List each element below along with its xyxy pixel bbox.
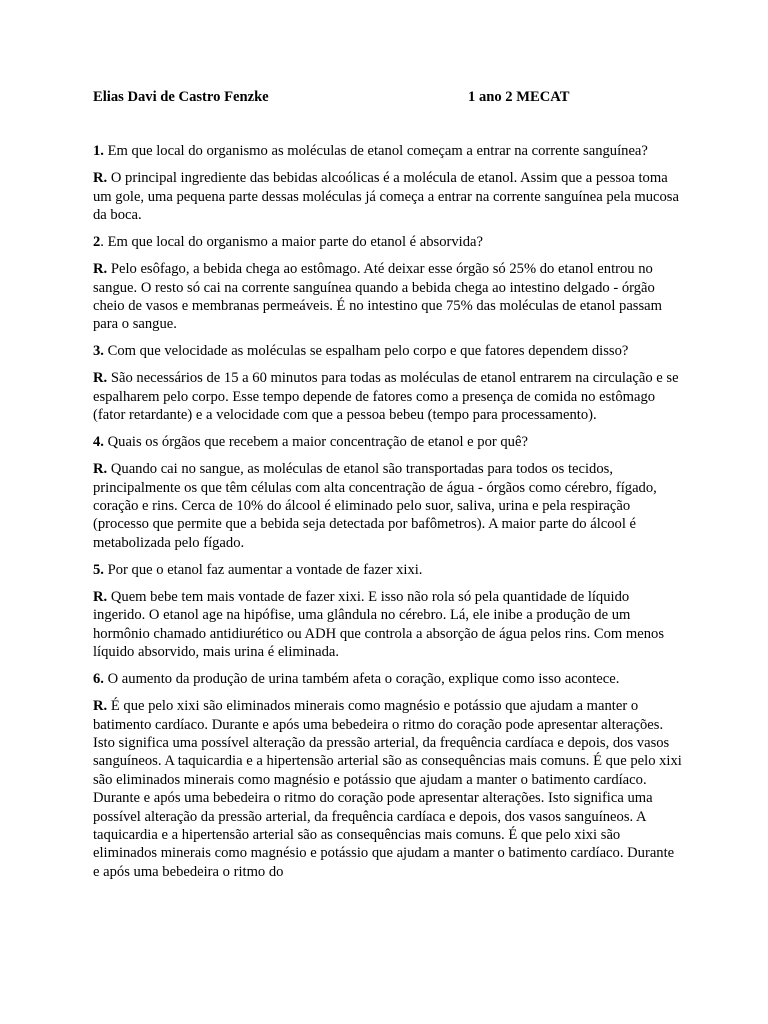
answer-4 bbox=[93, 460, 683, 552]
item-number: R. bbox=[93, 261, 108, 278]
item-text: São necessários de 15 a 60 minutos para todas as moléculas de etanol entrarem na circulação e se espalharem pelo corpo. Esse tempo depende de fatores como a presença de comida no estômago (fator retardante) e a velocidade com que a pessoa bebeu (tempo para processamento). bbox=[93, 370, 679, 424]
item-number: R. bbox=[93, 170, 108, 187]
item-number: 6. bbox=[93, 671, 104, 688]
item-number: R. bbox=[93, 370, 108, 387]
item-text: Por que o etanol faz aumentar a vontade de fazer xixi. bbox=[103, 561, 423, 578]
document-page bbox=[93, 88, 683, 890]
item-text: Em que local do organismo as moléculas de etanol começam a entrar na corrente sanguínea? bbox=[103, 143, 648, 160]
question-1 bbox=[93, 142, 683, 160]
item-number: R. bbox=[93, 588, 108, 605]
question-3 bbox=[93, 342, 683, 360]
item-number: 1. bbox=[93, 143, 104, 160]
item-text: Quem bebe tem mais vontade de fazer xixi. E isso não rola só pela quantidade de líquido ingerido. O etanol age na hipófise, uma glândula no cérebro. Lá, ele inibe a produção de um hormônio chamado antidiurético ou ADH que controla a absorção de água pelos rins. Com menos líquido absorvido, mais urina é eliminada. bbox=[93, 588, 665, 661]
item-text: Quando cai no sangue, as moléculas de etanol são transportadas para todos os tecidos, principalmente os que têm células com alta concentração de água - órgãos como cérebro, fígado, coração e rins. Cerca de 10% do álcool é eliminado pelo suor, saliva, urina e pela respiração (processo que permite que a bebida seja detectada por bafômetros). A maior parte do álcool é metabolizada pelo fígado. bbox=[93, 461, 657, 551]
item-text: Com que velocidade as moléculas se espalham pelo corpo e que fatores dependem disso? bbox=[103, 343, 629, 360]
item-text: O principal ingrediente das bebidas alcoólicas é a molécula de etanol. Assim que a pessoa toma um gole, uma pequena parte dessas moléculas já começa a entrar na corrente sanguínea pela mucosa da boca. bbox=[93, 170, 679, 224]
question-4 bbox=[93, 433, 683, 451]
answer-3 bbox=[93, 369, 683, 424]
class-label: 1 ano 2 MECAT bbox=[468, 89, 570, 105]
answer-2 bbox=[93, 260, 683, 334]
item-number: 3. bbox=[93, 343, 104, 360]
document-header bbox=[93, 88, 683, 106]
item-number: 4. bbox=[93, 434, 104, 451]
student-name: Elias Davi de Castro Fenzke bbox=[93, 89, 269, 105]
question-2 bbox=[93, 233, 683, 251]
item-text: É que pelo xixi são eliminados minerais como magnésio e potássio que ajudam a manter o batimento cardíaco. Durante e após uma bebedeira o ritmo do coração pode apresentar alterações. Isto significa uma possível alteração da pressão arterial, da frequência cardíaca e depois, dos vasos sanguíneos. A taquicardia e a hipertensão arterial são as consequências mais comuns. É que pelo xixi são eliminados minerais como magnésio e potássio que ajudam a manter o batimento cardíaco. Durante e após uma bebedeira o ritmo do coração pode apresentar alterações. Isto significa uma possível alteração da pressão arterial, da frequência cardíaca e depois, dos vasos sanguíneos. A taquicardia e a hipertensão arterial são as consequências mais comuns. É que pelo xixi são eliminados minerais como magnésio e potássio que ajudam a manter o batimento cardíaco. Durante e após uma bebedeira o ritmo do bbox=[93, 698, 682, 880]
question-6 bbox=[93, 670, 683, 688]
item-text: Pelo esôfago, a bebida chega ao estômago. Até deixar esse órgão só 25% do etanol entrou no sangue. O resto só cai na corrente sanguínea quando a bebida chega ao intestino delgado - órgão cheio de vasos e membranas permeáveis. É no intestino que 75% das moléculas de etanol passam para o sangue. bbox=[93, 261, 662, 333]
answer-1 bbox=[93, 169, 683, 224]
item-number: 2 bbox=[93, 234, 101, 251]
item-text: O aumento da produção de urina também afeta o coração, explique como isso acontece. bbox=[103, 671, 620, 688]
item-number: R. bbox=[93, 698, 108, 715]
item-number: 5. bbox=[93, 561, 104, 578]
item-text: Quais os órgãos que recebem a maior concentração de etanol e por quê? bbox=[103, 434, 528, 451]
answer-5 bbox=[93, 588, 683, 662]
item-text: . Em que local do organismo a maior parte do etanol é absorvida? bbox=[100, 234, 483, 251]
answer-6 bbox=[93, 697, 683, 881]
question-5 bbox=[93, 561, 683, 579]
item-number: R. bbox=[93, 461, 108, 478]
